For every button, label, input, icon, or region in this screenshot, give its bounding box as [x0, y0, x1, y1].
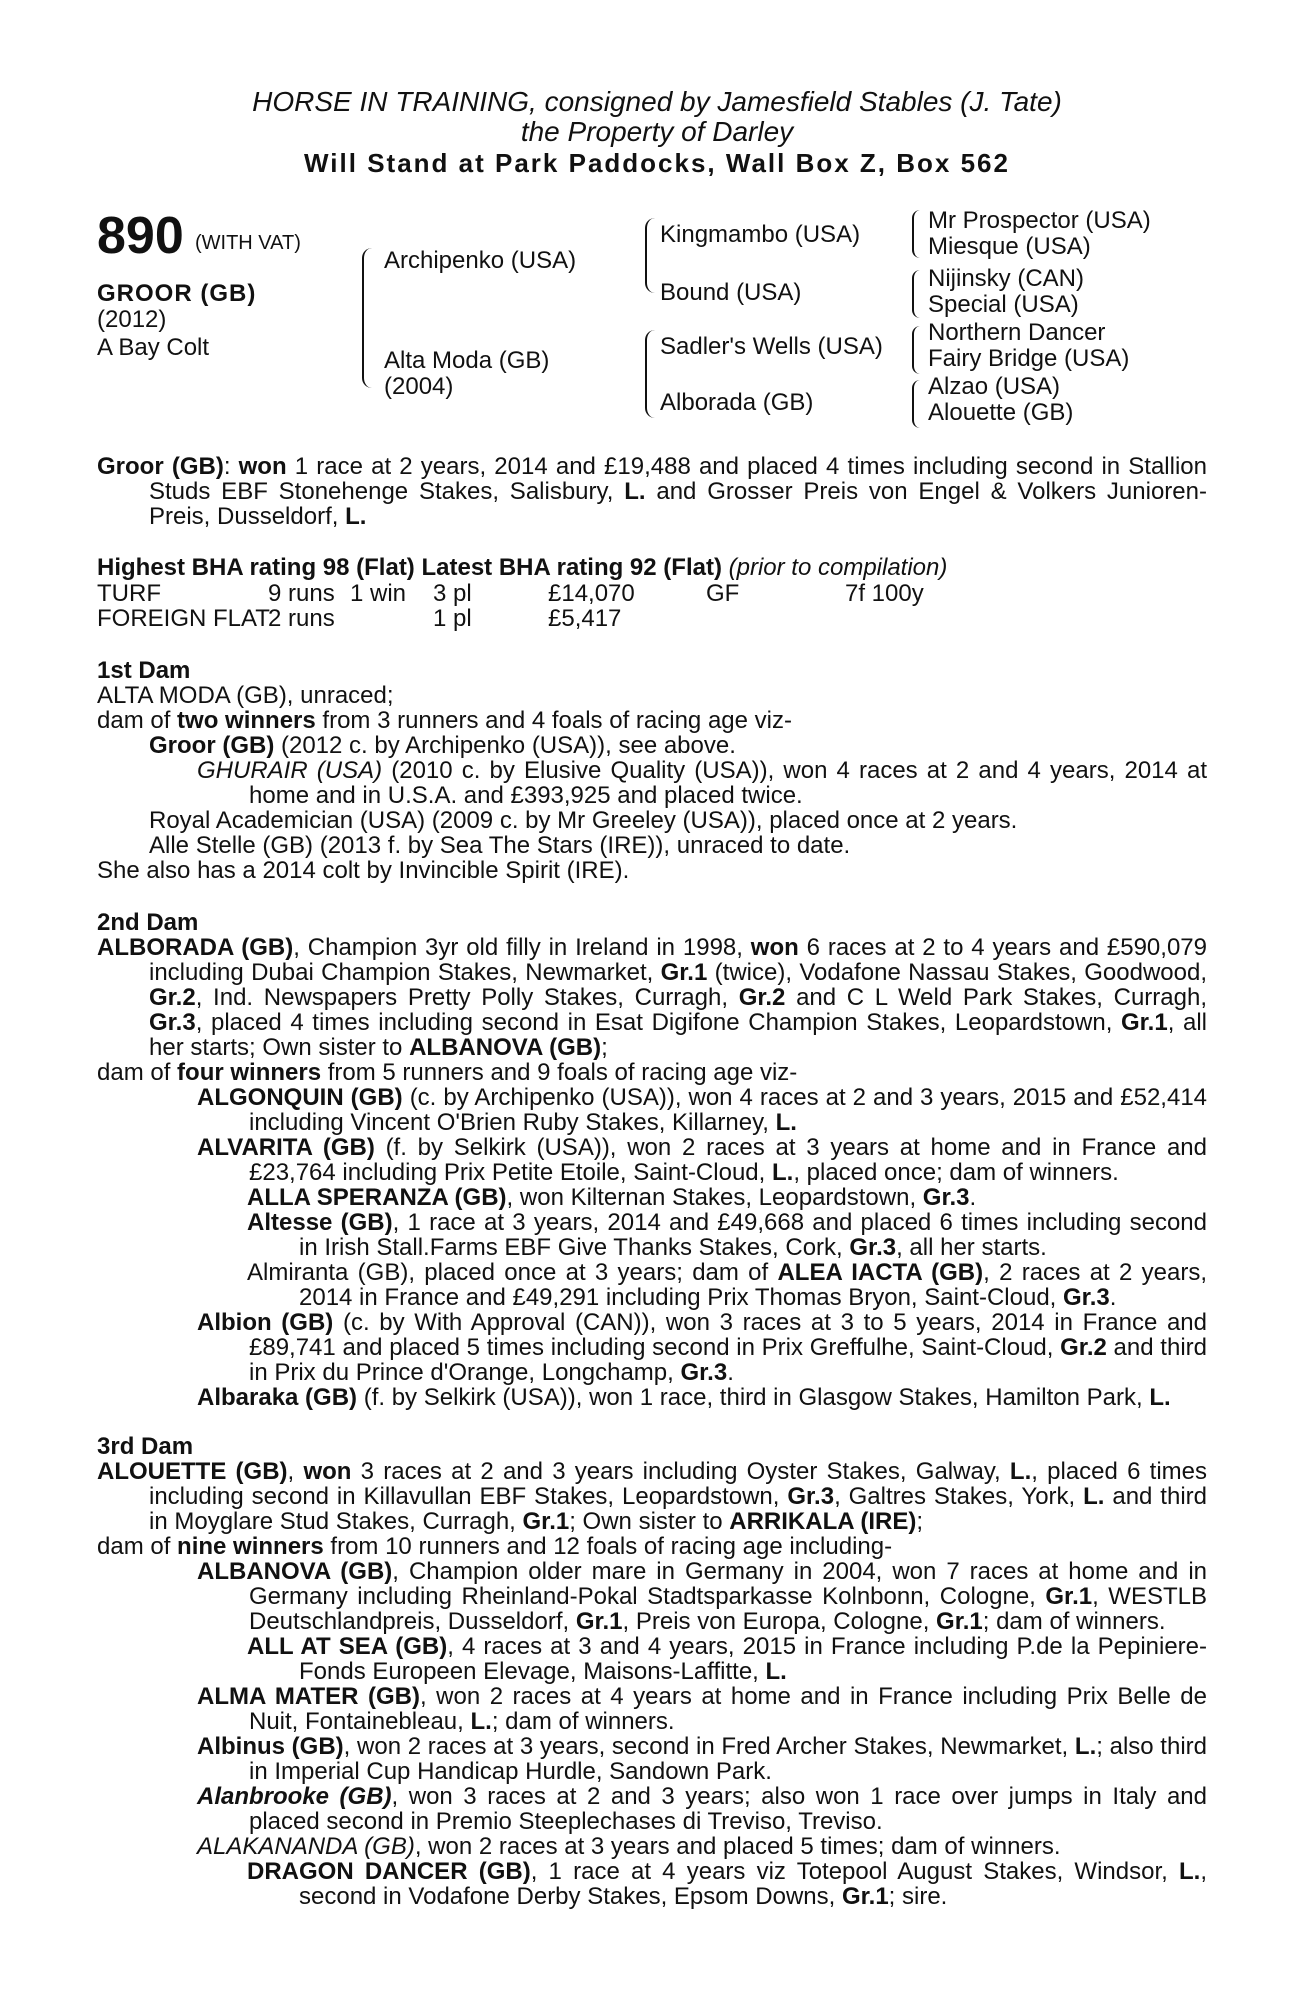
ratings-row-type: FOREIGN FLAT	[97, 605, 270, 632]
brace-alborada	[912, 380, 920, 428]
pedigree-sss: Mr Prospector (USA)	[928, 207, 1151, 234]
consignor-line: HORSE IN TRAINING, consigned by Jamesfield Stables (J. Tate)	[252, 86, 1062, 117]
third-dam-section: 3rd Dam ALOUETTE (GB), won 3 races at 2 and 3 years including Oyster Stakes, Galway, L., placed 6 times including second in Killavullan EBF Stakes, Leopardstown, Gr.3, Galtres Stakes, York, L. and third in Moyglare Stud Stakes, Curragh, Gr.1; Own sister to ARRIKALA (IRE); dam of nine winners from 10 runners and 12 foals of racing age including- ALBANOVA (GB), Champion older mare in Germany in 2004, won 7 races at home and in Germany including Rheinland-Pokal Stadtsparkasse Kolnbonn, Cologne, Gr.1, WESTLB Deutschlandpreis, Dusseldorf, Gr.1, Preis von Europa, Cologne, Gr.1; dam of winners. ALL AT SEA (GB), 4 races at 3 and 4 years, 2015 in France including P.de la Pepiniere-Fonds Europeen Elevage, Maisons-Laffitte, L. ALMA MATER (GB), won 2 races at 4 years at home and in France including Prix Belle de Nuit, Fontainebleau, L.; dam of winners. Albinus (GB), won 2 races at 3 years, second in Fred Archer Stakes, Newmarket, L.; also third in Imperial Cup Handicap Hurdle, Sandown Park. Alanbrooke (GB), won 3 races at 2 and 3 years; also won 1 race over jumps in Italy and placed second in Premio Steeplechases di Treviso, Treviso. ALAKANANDA (GB), won 2 races at 3 years and placed 5 times; dam of winners. DRAGON DANCER (GB), 1 race at 4 years viz Totepool August Stakes, Windsor, L., second in Vodafone Derby Stakes, Epsom Downs, Gr.1; sire.	[97, 1433, 1208, 1910]
pedigree-dss: Northern Dancer	[928, 319, 1106, 346]
brace-bound	[912, 270, 920, 318]
pedigree-sds: Nijinsky (CAN)	[928, 265, 1084, 292]
vat-note: (WITH VAT)	[195, 232, 301, 254]
bha-ratings	[97, 555, 1297, 580]
pedigree-sdd: Special (USA)	[928, 291, 1079, 318]
second-dam-heading: 2nd Dam	[97, 909, 199, 936]
pedigree-dds: Alzao (USA)	[928, 373, 1061, 400]
lot-number: 890	[97, 207, 184, 265]
first-dam-heading: 1st Dam	[97, 657, 191, 684]
pedigree-ddd: Alouette (GB)	[928, 399, 1074, 426]
pedigree-sire-sire: Kingmambo (USA)	[660, 221, 861, 248]
catalogue-page: HORSE IN TRAINING, consigned by Jamesfield Stables (J. Tate) the Property of Darley Will Stand at Park Paddocks, Wall Box Z, Box 562 890 (WITH VAT) GROOR (GB) (2012) A Bay Colt Archipenko (USA) Alta Moda (GB) (2004) Kingmambo (USA) Bound (USA) Sadler's Wells (USA) Alborada (GB) Mr Prospector (USA) Miesque (USA) Nijinsky (CAN) Special (USA) Northern Dancer Fairy Bridge (USA) Alzao (USA) Alouette (GB) Groor (GB): won 1 race at 2 years, 2014 and £19,488 and placed 4 times including second in Stallion Studs EBF Stonehenge Stakes, Salisbury, L. and Grosser Preis von Engel & Volkers Junioren-Preis, Dusseldorf, L. Highest BHA rating 98 (Flat) Latest BHA rating 92 (Flat) (prior to compilation) TURF 9 runs 1 win 3 pl £14,070 GF 7f 100y FOREIGN FLAT 2 runs 1 pl £5,417 1st Dam ALTA MODA (GB), unraced; dam of two winners from 3 runners and 4 foals of racing age viz- Groor (GB) (2012 c. by Archipenko (USA)), see above. GHURAIR (USA) (2010 c. by Elusive Quality (USA)), won 4 races at 2 and 4 years, 2014 at home and in U.S.A. and £393,925 and placed twice. Royal Academician (USA) (2009 c. by Mr Greeley (USA)), placed once at 2 years. Alle Stelle (GB) (2013 f. by Sea The Stars (IRE)), unraced to date. She also has a 2014 colt by Invincible Spirit (IRE). 2nd Dam ALBORADA (GB), Champion 3yr old filly in Ireland in 1998, won 6 races at 2 to 4 years and £590,079 including Dubai Champion Stakes, Newmarket, Gr.1 (twice), Vodafone Nassau Stakes, Goodwood, Gr.2, Ind. Newspapers Pretty Polly Stakes, Curragh, Gr.2 and C L Weld Park Stakes, Curragh, Gr.3, placed 4 times including second in Esat Digifone Champion Stakes, Leopardstown, Gr.1, all her starts; Own sister to ALBANOVA (GB); dam of four winners from 5 runners and 9 foals of racing age viz- ALGONQUIN (GB) (c. by Archipenko (USA)), won 4 races at 2 and 3 years, 2015 and £52,414 including Vincent O'Brien Ruby Stakes, Killarney, L. ALVARITA (GB) (f. by Selkirk (USA)), won 2 races at 3 years at home and in France and £23,764 including Prix Petite Etoile, Saint-Cloud, L., placed once; dam of winners. ALLA SPERANZA (GB), won Kilternan Stakes, Leopardstown, Gr.3. Altesse (GB), 1 race at 3 years, 2014 and £49,668 and placed 6 times including second in Irish Stall.Farms EBF Give Thanks Stakes, Cork, Gr.3, all her starts. Almiranta (GB), placed once at 3 years; dam of ALEA IACTA (GB), 2 races at 2 years, 2014 in France and £49,291 including Prix Thomas Bryon, Saint-Cloud, Gr.3. Albion (GB) (c. by With Approval (CAN)), won 3 races at 3 to 5 years, 2014 in France and £89,741 and placed 5 times including second in Prix Greffulhe, Saint-Cloud, Gr.2 and third in Prix du Prince d'Orange, Longchamp, Gr.3. Albaraka (GB) (f. by Selkirk (USA)), won 1 race, third in Glasgow Stakes, Hamilton Park, L. 3rd Dam ALOUETTE (GB), won 3 races at 2 and 3 years including Oyster Stakes, Galway, L., placed 6 times including second in Killavullan EBF Stakes, Leopardstown, Gr.3, Galtres Stakes, York, L. and third in Moyglare Stud Stakes, Curragh, Gr.1; Own sister to ARRIKALA (IRE); dam of nine winners from 10 runners and 12 foals of racing age including- ALBANOVA (GB), Champion older mare in Germany in 2004, won 7 races at home and in Germany including Rheinland-Pokal Stadtsparkasse Kolnbonn, Cologne, Gr.1, WESTLB Deutschlandpreis, Dusseldorf, Gr.1, Preis von Europa, Cologne, Gr.1; dam of winners. ALL AT SEA (GB), 4 races at 3 and 4 years, 2015 in France including P.de la Pepiniere-Fonds Europeen Elevage, Maisons-Laffitte, L. ALMA MATER (GB), won 2 races at 4 years at home and in France including Prix Belle de Nuit, Fontainebleau, L.; dam of winners. Albinus (GB), won 2 races at 3 years, second in Fred Archer Stakes, Newmarket, L.; also third in Imperial Cup Handicap Hurdle, Sandown Park. Alanbrooke (GB), won 3 races at 2 and 3 years; also won 1 race over jumps in Italy and placed second in Premio Steeplechases di Treviso, Treviso. ALAKANANDA (GB), won 2 races at 3 years and placed 5 times; dam of winners. DRAGON DANCER (GB), 1 race at 4 years viz Totepool August Stakes, Windsor, L., second in Vodafone Derby Stakes, Epsom Downs, Gr.1; sire.	[0, 0, 1314, 2000]
race-summary: Groor (GB): won 1 race at 2 years, 2014 and £19,488 and placed 4 times including second in Stallion Studs EBF Stonehenge Stakes, Salisbury, L. and Grosser Preis von Engel & Volkers Junioren-Preis, Dusseldorf, L.	[97, 453, 1207, 530]
pedigree-dsd: Fairy Bridge (USA)	[928, 345, 1130, 372]
horse-description: A Bay Colt	[97, 334, 210, 361]
brace-kingmambo	[912, 210, 920, 258]
pedigree-dam-dam: Alborada (GB)	[660, 389, 814, 416]
horse-year: (2012)	[97, 306, 167, 333]
first-dam-section: 1st Dam ALTA MODA (GB), unraced; dam of two winners from 3 runners and 4 foals of racing age viz- Groor (GB) (2012 c. by Archipenko (USA)), see above. GHURAIR (USA) (2010 c. by Elusive Quality (USA)), won 4 races at 2 and 4 years, 2014 at home and in U.S.A. and £393,925 and placed twice. Royal Academician (USA) (2009 c. by Mr Greeley (USA)), placed once at 2 years. Alle Stelle (GB) (2013 f. by Sea The Stars (IRE)), unraced to date. She also has a 2014 colt by Invincible Spirit (IRE).	[97, 657, 1208, 884]
brace-ss	[645, 218, 655, 293]
horse-name: GROOR (GB)	[97, 280, 257, 307]
brace-sadlers-wells	[912, 326, 920, 374]
stable-location-line: Will Stand at Park Paddocks, Wall Box Z, Box 562	[304, 148, 1010, 178]
ratings-row-type: TURF	[97, 580, 161, 607]
pedigree-ssd: Miesque (USA)	[928, 233, 1091, 260]
pedigree-sire: Archipenko (USA)	[384, 247, 577, 274]
property-line: the Property of Darley	[520, 116, 794, 147]
ratings-note: (prior to compilation)	[728, 554, 948, 581]
ratings-heading: Highest BHA rating 98 (Flat) Latest BHA rating 92 (Flat)	[97, 554, 722, 581]
brace-ds	[645, 330, 655, 418]
pedigree-dam-sire: Sadler's Wells (USA)	[660, 333, 883, 360]
second-dam-section: 2nd Dam ALBORADA (GB), Champion 3yr old filly in Ireland in 1998, won 6 races at 2 to 4 years and £590,079 including Dubai Champion Stakes, Newmarket, Gr.1 (twice), Vodafone Nassau Stakes, Goodwood, Gr.2, Ind. Newspapers Pretty Polly Stakes, Curragh, Gr.2 and C L Weld Park Stakes, Curragh, Gr.3, placed 4 times including second in Esat Digifone Champion Stakes, Leopardstown, Gr.1, all her starts; Own sister to ALBANOVA (GB); dam of four winners from 5 runners and 9 foals of racing age viz- ALGONQUIN (GB) (c. by Archipenko (USA)), won 4 races at 2 and 3 years, 2015 and £52,414 including Vincent O'Brien Ruby Stakes, Killarney, L. ALVARITA (GB) (f. by Selkirk (USA)), won 2 races at 3 years at home and in France and £23,764 including Prix Petite Etoile, Saint-Cloud, L., placed once; dam of winners. ALLA SPERANZA (GB), won Kilternan Stakes, Leopardstown, Gr.3. Altesse (GB), 1 race at 3 years, 2014 and £49,668 and placed 6 times including second in Irish Stall.Farms EBF Give Thanks Stakes, Cork, Gr.3, all her starts. Almiranta (GB), placed once at 3 years; dam of ALEA IACTA (GB), 2 races at 2 years, 2014 in France and £49,291 including Prix Thomas Bryon, Saint-Cloud, Gr.3. Albion (GB) (c. by With Approval (CAN)), won 3 races at 3 to 5 years, 2014 in France and £89,741 and placed 5 times including second in Prix Greffulhe, Saint-Cloud, Gr.2 and third in Prix du Prince d'Orange, Longchamp, Gr.3. Albaraka (GB) (f. by Selkirk (USA)), won 1 race, third in Glasgow Stakes, Hamilton Park, L.	[97, 909, 1208, 1411]
summary-horse-name: Groor (GB)	[97, 453, 224, 480]
pedigree-dam: Alta Moda (GB)	[384, 347, 550, 374]
pedigree-sire-dam: Bound (USA)	[660, 279, 802, 306]
pedigree-dam-year: (2004)	[384, 373, 454, 400]
third-dam-heading: 3rd Dam	[97, 1433, 194, 1460]
brace-sire	[362, 248, 374, 388]
